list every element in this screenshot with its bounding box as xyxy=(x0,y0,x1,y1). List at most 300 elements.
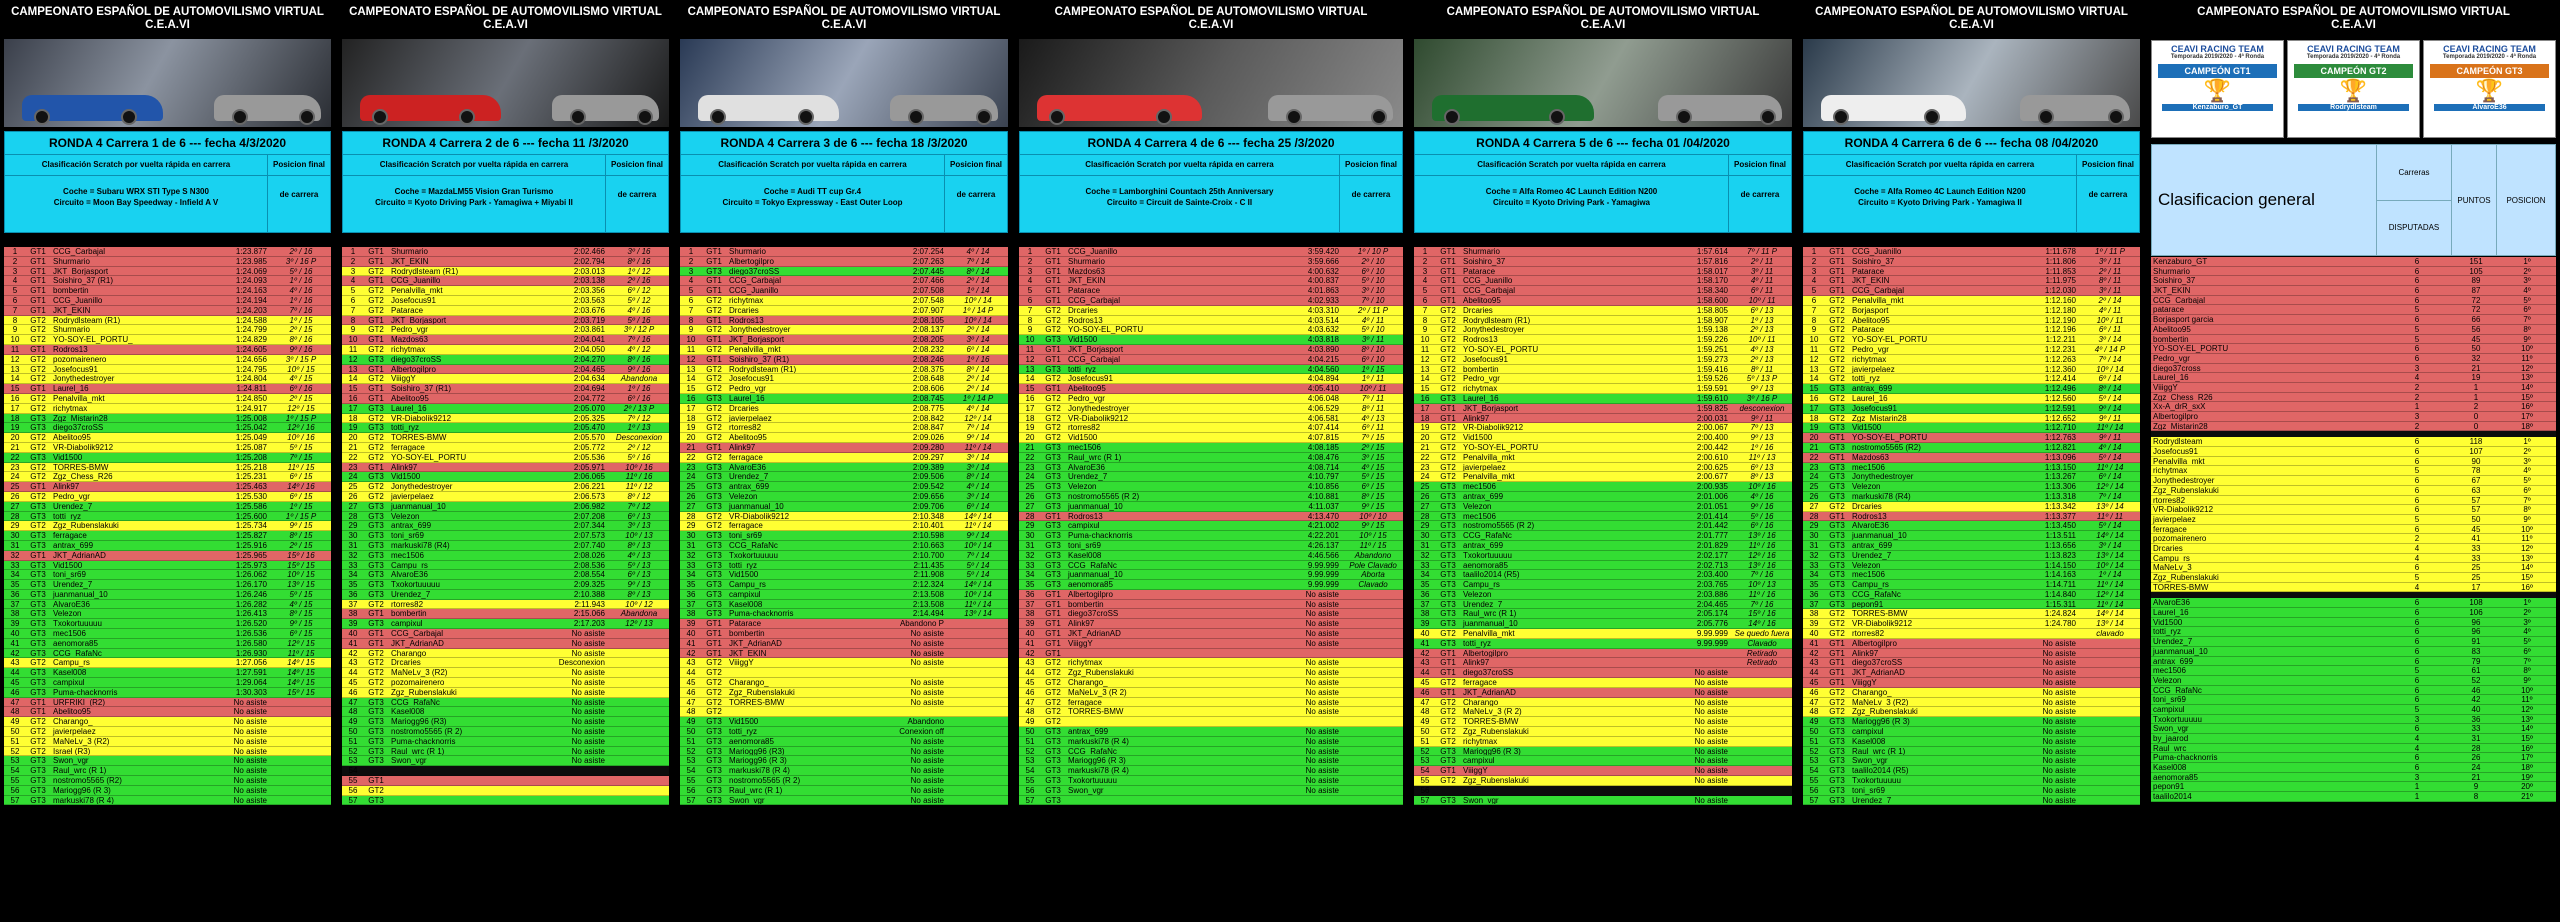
row-result: 8º / 16 xyxy=(289,335,313,344)
table-row xyxy=(342,257,669,267)
row-driver: Vid1500 xyxy=(1463,433,1493,442)
row-position: 8 xyxy=(12,315,18,325)
row-result: 1º / 16 xyxy=(627,384,651,393)
row-class: GT3 xyxy=(30,776,46,785)
row-driver: JKT_AdrianAD xyxy=(53,550,106,560)
row-position: 39 xyxy=(10,619,20,629)
row-position: 34 xyxy=(686,570,696,580)
row-laptime: 2:07.740 xyxy=(573,540,605,550)
row-laptime: 2:07.508 xyxy=(912,286,944,295)
row-result: 5º / 14 xyxy=(966,560,990,570)
standings-row xyxy=(2151,286,2556,296)
row-class: GT2 xyxy=(1440,697,1456,707)
row-result xyxy=(1343,649,1403,658)
row-position: 10 xyxy=(10,335,20,344)
row-class: GT3 xyxy=(1045,580,1061,589)
standings-position: 1º xyxy=(2523,598,2531,608)
row-result: 14º / 15 xyxy=(287,668,315,678)
row-laptime: No asiste xyxy=(1694,776,1728,785)
row-class: GT2 xyxy=(706,658,722,668)
row-result xyxy=(1732,698,1792,707)
table-row xyxy=(4,335,331,345)
race-results xyxy=(680,247,1008,805)
row-laptime: No asiste xyxy=(910,697,944,707)
standings-races: 6 xyxy=(2414,286,2420,295)
row-class: GT3 xyxy=(368,403,384,413)
trophy-icon: 🏆 xyxy=(2339,78,2368,103)
row-position: 46 xyxy=(348,687,358,697)
row-position: 29 xyxy=(686,521,696,531)
row-driver: markuski78 (R4) xyxy=(1852,491,1911,501)
clasif-label: Clasificación Scratch por vuelta rápida en carrera xyxy=(1804,155,2076,176)
row-driver: JKT_Borjasport xyxy=(729,335,785,344)
standings-races: 6 xyxy=(2414,266,2420,276)
row-result: 7º / 12 xyxy=(627,413,651,423)
row-class: GT2 xyxy=(1440,736,1456,746)
table-row xyxy=(680,678,1008,688)
row-result xyxy=(1343,639,1403,648)
row-result xyxy=(948,776,1008,785)
row-position: 10 xyxy=(1809,335,1819,344)
table-row xyxy=(680,276,1008,286)
row-class: GT3 xyxy=(1045,746,1061,756)
row-driver: Kasel008 xyxy=(53,668,87,678)
de-carrera-label: de carrera xyxy=(279,190,319,199)
row-class: GT2 xyxy=(368,678,384,687)
row-driver: Shurmario xyxy=(1463,247,1500,256)
row-driver: campixul xyxy=(1852,727,1884,736)
row-class: GT1 xyxy=(1440,687,1456,697)
row-laptime xyxy=(1666,658,1732,667)
standings-position: 17º xyxy=(2521,753,2533,763)
row-position: 9 xyxy=(688,325,694,335)
row-driver: Patarace xyxy=(1068,286,1101,295)
row-driver: Kasel008 xyxy=(391,707,425,717)
table-row xyxy=(1414,521,1792,531)
row-laptime: 1:24.811 xyxy=(236,384,267,393)
row-position: 38 xyxy=(686,609,696,619)
row-class: GT3 xyxy=(1829,442,1845,452)
row-class: GT3 xyxy=(1829,727,1845,736)
row-class: GT2 xyxy=(30,403,46,413)
standings-points: 1 xyxy=(2473,382,2479,392)
row-laptime: No asiste xyxy=(1305,707,1339,717)
standings-points: 52 xyxy=(2471,675,2481,685)
row-class: GT3 xyxy=(30,766,46,776)
row-result xyxy=(1343,737,1403,746)
row-result: 5º / 15 xyxy=(289,442,313,452)
row-class: GT2 xyxy=(368,374,384,384)
table-row xyxy=(1414,678,1792,688)
row-position: 54 xyxy=(348,766,358,776)
row-position: 8 xyxy=(1422,315,1428,325)
row-class: GT2 xyxy=(368,785,384,795)
table-row xyxy=(680,531,1008,541)
row-driver: JKT_Borjasport xyxy=(53,266,109,276)
row-laptime: 2:07.254 xyxy=(912,247,944,256)
row-laptime: No asiste xyxy=(2042,678,2076,687)
row-driver: Penalvilla_mkt xyxy=(1463,629,1515,638)
row-driver: Pedro_vgr xyxy=(729,384,766,393)
row-driver: Abelitoo95 xyxy=(1852,315,1890,325)
row-driver: mec1506 xyxy=(1068,442,1101,452)
row-position: 9 xyxy=(1027,325,1033,335)
row-position: 5 xyxy=(12,286,18,295)
row-result: 8º / 14 xyxy=(966,266,990,276)
row-driver: Velezon xyxy=(1463,589,1492,599)
standings-row xyxy=(2151,276,2556,286)
table-row xyxy=(680,570,1008,580)
row-laptime: 1:26.580 xyxy=(235,638,267,648)
table-row xyxy=(1414,561,1792,571)
standings-driver: VR-Diabolik9212 xyxy=(2153,505,2214,514)
row-laptime xyxy=(1277,649,1343,658)
row-class: GT1 xyxy=(1440,286,1456,295)
row-driver: antrax_699 xyxy=(729,482,770,491)
table-row xyxy=(1803,374,2140,384)
row-class: GT3 xyxy=(368,589,384,599)
row-position: 42 xyxy=(1809,648,1819,658)
row-position: 12 xyxy=(10,354,20,364)
table-row xyxy=(4,619,331,629)
race-results xyxy=(1803,247,2140,805)
row-position: 50 xyxy=(686,727,696,736)
table-row xyxy=(342,414,669,424)
row-laptime: 2:10.663 xyxy=(912,540,944,550)
table-row xyxy=(1414,600,1792,610)
row-laptime: 2:04.041 xyxy=(573,335,605,344)
table-row xyxy=(680,688,1008,698)
row-class: GT3 xyxy=(30,589,46,599)
standings-row xyxy=(2151,744,2556,754)
table-row xyxy=(342,707,669,717)
row-driver: CCG_RafaNc xyxy=(391,697,440,707)
race-info-right xyxy=(2077,155,2139,232)
row-result xyxy=(1343,766,1403,775)
row-result: 5º / 14 xyxy=(2098,393,2122,403)
standings-driver: toni_sr69 xyxy=(2153,695,2186,704)
standings-points: 87 xyxy=(2471,286,2481,295)
table-row xyxy=(1019,453,1403,463)
row-result: 1º / 14 P xyxy=(962,305,994,315)
row-laptime: 1:12.652 xyxy=(2044,413,2076,423)
row-position: 49 xyxy=(10,717,20,727)
row-driver: Soishiro_37 (R1) xyxy=(391,384,452,393)
standings-races: 5 xyxy=(2414,334,2420,344)
row-laptime: 2:07.208 xyxy=(573,511,605,521)
row-position: 54 xyxy=(686,766,696,776)
standings-points: 83 xyxy=(2471,646,2481,656)
row-driver: richytmax xyxy=(1852,354,1887,364)
row-result: 7º / 16 xyxy=(1750,599,1774,609)
table-row xyxy=(680,472,1008,482)
row-result xyxy=(1732,707,1792,716)
table-row xyxy=(1803,717,2140,727)
row-position: 32 xyxy=(348,550,358,560)
row-position: 27 xyxy=(10,501,20,511)
row-laptime: 2:00.610 xyxy=(1696,452,1728,462)
row-position: 46 xyxy=(1420,687,1430,697)
row-result: 4º / 15 xyxy=(289,599,313,609)
wheel-shape xyxy=(1286,109,1302,125)
table-row xyxy=(1414,335,1792,345)
row-class: GT2 xyxy=(1440,678,1456,687)
table-row xyxy=(4,590,331,600)
row-laptime: 4:03.514 xyxy=(1307,315,1339,325)
row-driver: taalilo2014 (R5) xyxy=(1852,766,1909,776)
row-laptime: 2:05.174 xyxy=(1696,609,1728,619)
table-row xyxy=(1803,737,2140,747)
row-laptime: No asiste xyxy=(1305,727,1339,736)
row-laptime: No asiste xyxy=(571,717,605,727)
row-driver: Penalvilla_mkt xyxy=(729,344,781,354)
race-info-left xyxy=(1020,155,1340,232)
race-results xyxy=(342,247,669,805)
row-position: 25 xyxy=(348,482,358,491)
row-position: 23 xyxy=(1809,462,1819,472)
row-class: GT3 xyxy=(1440,638,1456,648)
row-laptime: No asiste xyxy=(1694,687,1728,697)
row-laptime: 1:25.087 xyxy=(235,442,267,452)
table-row xyxy=(4,766,331,776)
row-class: GT1 xyxy=(368,609,384,619)
row-laptime: 1:12.160 xyxy=(2044,295,2076,305)
table-row xyxy=(1414,365,1792,375)
standings-driver: javierpelaez xyxy=(2153,514,2196,524)
row-driver: diego37croSS xyxy=(729,266,780,276)
row-class: GT3 xyxy=(1829,560,1845,570)
row-driver: totti_ryz xyxy=(1068,364,1097,374)
row-laptime: 1:11.975 xyxy=(2045,276,2076,286)
row-laptime: 2:02.466 xyxy=(573,247,605,256)
row-laptime: No asiste xyxy=(910,785,944,795)
pos-final-label: Posicion final xyxy=(2077,155,2139,176)
row-laptime: 4:46.566 xyxy=(1307,550,1339,560)
row-position: 47 xyxy=(1420,697,1430,707)
row-laptime: No asiste xyxy=(571,746,605,756)
row-result: 8º / 11 xyxy=(1361,403,1385,413)
row-driver: juanmanual_10 xyxy=(1852,531,1907,540)
standings-points: 17 xyxy=(2471,582,2481,592)
row-driver: Rodros13 xyxy=(729,315,764,325)
row-laptime: 1:11.678 xyxy=(2045,247,2076,256)
row-class: GT2 xyxy=(368,648,384,658)
row-position: 30 xyxy=(10,531,20,540)
row-driver: Raul_wrc (R 1) xyxy=(1068,452,1122,462)
row-position: 13 xyxy=(1809,364,1819,374)
row-driver: Txokortuuuuu xyxy=(1068,776,1117,785)
row-laptime: 1:57.816 xyxy=(1696,256,1728,266)
row-position: 38 xyxy=(348,609,358,619)
row-class: GT3 xyxy=(1440,521,1456,531)
table-row xyxy=(4,717,331,727)
row-class: GT1 xyxy=(30,384,46,393)
row-result: 8º / 14 xyxy=(966,364,990,374)
row-laptime: 2:01.051 xyxy=(1696,501,1728,511)
row-laptime: 4:26.137 xyxy=(1307,540,1339,550)
row-position: 41 xyxy=(348,638,358,648)
table-row xyxy=(342,747,669,757)
row-position: 20 xyxy=(348,433,358,442)
row-driver: Zgz_Rubenslakuki xyxy=(391,687,457,697)
table-row xyxy=(4,394,331,404)
standings-driver: TORRES-BMW xyxy=(2153,582,2209,592)
row-driver: Albertogilpro xyxy=(729,256,774,266)
row-position: 32 xyxy=(10,550,20,560)
row-result: 5º / 10 xyxy=(1361,276,1385,286)
standings-points: 21 xyxy=(2471,363,2481,373)
row-result xyxy=(271,707,331,716)
row-laptime: 2:04.772 xyxy=(573,393,605,403)
standings-races: 6 xyxy=(2414,656,2420,666)
row-class: GT2 xyxy=(368,452,384,462)
table-row xyxy=(1803,668,2140,678)
row-laptime: 2:08.105 xyxy=(912,315,944,325)
row-result xyxy=(271,737,331,746)
row-position: 54 xyxy=(1025,766,1035,776)
table-row xyxy=(1414,756,1792,766)
row-position: 11 xyxy=(348,344,358,354)
row-driver: Urendez_7 xyxy=(1852,550,1892,560)
table-row xyxy=(4,355,331,365)
table-row xyxy=(1019,600,1403,610)
table-row xyxy=(342,423,669,433)
row-class: GT3 xyxy=(1440,540,1456,550)
row-driver: toni_sr69 xyxy=(391,531,424,540)
row-result: 12º / 14 xyxy=(964,413,992,423)
row-position: 45 xyxy=(686,678,696,687)
row-class: GT1 xyxy=(1829,658,1845,668)
standings-points: 79 xyxy=(2471,656,2481,666)
row-position: 21 xyxy=(1420,442,1430,452)
table-row xyxy=(1414,570,1792,580)
row-result: 2º / 13 xyxy=(1750,354,1774,364)
pos-final-label: Posicion final xyxy=(268,155,330,176)
row-driver: Txokortuuuuu xyxy=(391,580,440,589)
standings-points: 24 xyxy=(2471,763,2481,772)
table-row xyxy=(1019,345,1403,355)
row-driver: Mazdos63 xyxy=(391,335,428,344)
row-result: 10º / 16 xyxy=(1748,482,1776,491)
table-row xyxy=(342,766,669,776)
row-class: GT3 xyxy=(368,756,384,766)
row-driver: CCG_RafaNc xyxy=(1068,746,1117,756)
table-row xyxy=(680,306,1008,316)
row-position: 20 xyxy=(1025,433,1035,442)
row-position: 26 xyxy=(348,491,358,501)
row-driver: Raul_wrc (R 1) xyxy=(1463,609,1517,619)
circuit-label: Circuito = Moon Bay Speedway - Infield A V xyxy=(53,198,219,207)
row-laptime: 1:12.591 xyxy=(2044,403,2076,413)
standings-points: 90 xyxy=(2471,456,2481,466)
row-laptime: 4:13.470 xyxy=(1307,511,1339,521)
row-class: GT3 xyxy=(1829,540,1845,550)
standings-row xyxy=(2151,296,2556,306)
row-result xyxy=(948,619,1008,628)
row-position: 7 xyxy=(12,305,18,315)
row-result: 10º / 14 xyxy=(2096,560,2124,570)
row-result xyxy=(1343,600,1403,609)
race-title: RONDA 4 Carrera 5 de 6 --- fecha 01 /04/2020 xyxy=(1415,132,1791,155)
row-laptime: 4:22.201 xyxy=(1307,531,1339,540)
row-driver: mec1506 xyxy=(391,550,424,560)
row-position: 49 xyxy=(1025,717,1035,727)
row-class: GT3 xyxy=(368,795,384,805)
table-row xyxy=(1019,668,1403,678)
row-result: 4º / 11 xyxy=(1361,315,1385,325)
table-row xyxy=(1414,512,1792,522)
table-row xyxy=(1414,286,1792,296)
standings-row xyxy=(2151,763,2556,773)
table-row xyxy=(342,786,669,796)
row-position: 56 xyxy=(1420,785,1430,795)
standings-position: 12º xyxy=(2521,704,2533,714)
row-position: 31 xyxy=(1420,540,1430,550)
row-laptime: 2:02.713 xyxy=(1696,560,1728,570)
row-class: GT2 xyxy=(1440,462,1456,472)
standings-driver: richytmax xyxy=(2153,466,2188,476)
row-position: 2 xyxy=(1027,256,1033,266)
row-result: 9º / 16 xyxy=(1750,501,1774,511)
standings-driver: campixul xyxy=(2153,704,2185,714)
row-class: GT3 xyxy=(1440,560,1456,570)
row-position: 9 xyxy=(350,325,356,335)
row-position: 30 xyxy=(1809,531,1819,540)
row-driver: Velezon xyxy=(1852,482,1881,491)
row-class: GT2 xyxy=(368,295,384,305)
standings-races: 6 xyxy=(2414,724,2420,733)
row-position: 34 xyxy=(1025,570,1035,580)
row-class: GT3 xyxy=(1829,795,1845,805)
standings-position: 15º xyxy=(2521,734,2533,743)
row-result: 7º / 14 xyxy=(966,550,990,560)
row-class: GT1 xyxy=(706,648,722,658)
row-result: 12º / 15 xyxy=(287,638,315,648)
row-driver: Josefocus91 xyxy=(53,364,98,374)
row-laptime: 1:58.340 xyxy=(1696,286,1728,295)
row-driver: Josefocus91 xyxy=(1068,374,1113,384)
table-row xyxy=(4,414,331,424)
row-driver: richytmax xyxy=(729,295,764,305)
standings-row xyxy=(2151,466,2556,476)
standings-row xyxy=(2151,393,2556,403)
row-class: GT2 xyxy=(1440,727,1456,736)
row-result: 5º / 14 xyxy=(966,570,990,580)
table-row xyxy=(1803,247,2140,257)
row-result xyxy=(609,737,669,746)
table-row xyxy=(1803,688,2140,698)
circuit-label: Circuito = Tokyo Expressway - East Outer Loop xyxy=(722,198,903,207)
row-class: GT2 xyxy=(30,717,46,727)
row-result xyxy=(1343,619,1403,628)
row-class: GT3 xyxy=(1829,766,1845,776)
race-info-left xyxy=(1415,155,1729,232)
row-class: GT1 xyxy=(368,335,384,344)
row-driver: CCG_RafaNc xyxy=(1463,531,1512,540)
row-driver: richytmax xyxy=(391,344,426,354)
row-laptime: 2:09.706 xyxy=(912,501,944,511)
row-driver: totti_ryz xyxy=(391,423,420,433)
table-row xyxy=(1414,531,1792,541)
row-driver: Kasel008 xyxy=(1068,550,1102,560)
row-result: 4º / 14 xyxy=(966,247,990,256)
row-driver: CCG_Carbajal xyxy=(1463,286,1516,295)
standings-row xyxy=(2151,344,2556,354)
row-position: 36 xyxy=(348,589,358,599)
row-result xyxy=(948,747,1008,756)
row-laptime: 1:25.530 xyxy=(235,491,267,501)
row-result: 11º / 16 xyxy=(625,472,653,482)
